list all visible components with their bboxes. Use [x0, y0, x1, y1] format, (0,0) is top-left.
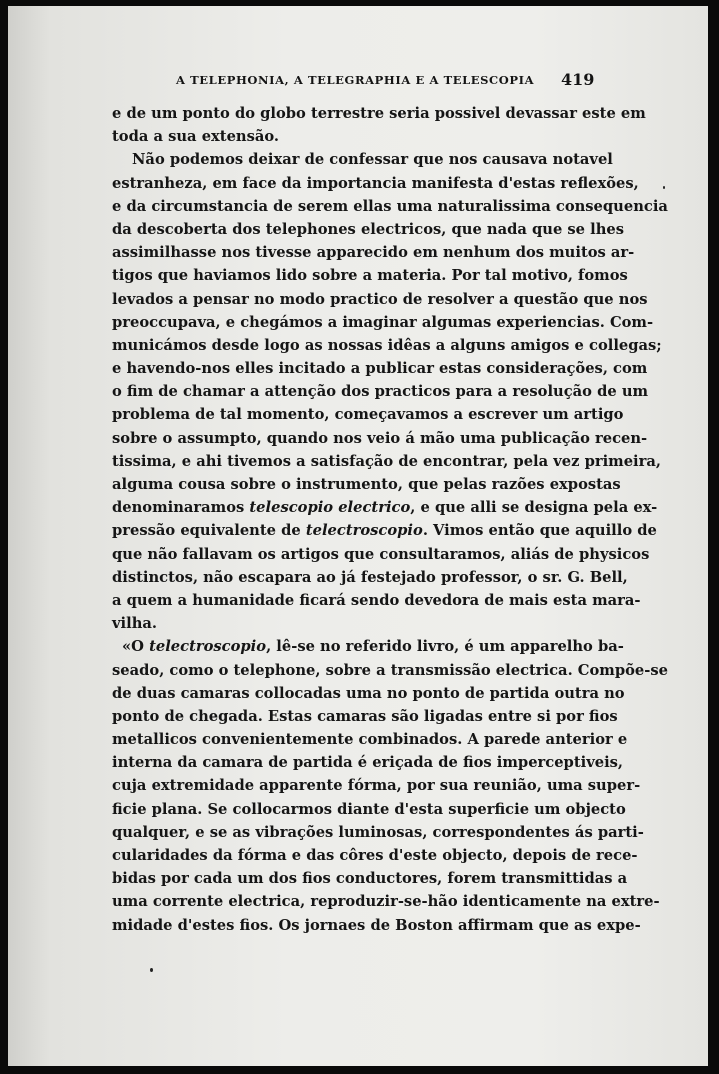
text-line: problema de tal momento, começavamos a escrever um artigo [112, 406, 624, 424]
text-line: a quem a humanidade ficará sendo devedora de mais esta mara- [112, 591, 641, 609]
text-line: bidas por cada um dos fios conductores, forem transmittidas a [112, 870, 628, 888]
text-line: preoccupava, e chegámos a imaginar algumas experiencias. Com- [112, 313, 654, 331]
text-line: seado, como o telephone, sobre a transmissão electrica. Compõe-se [112, 661, 668, 679]
text-line: vilha. [112, 615, 158, 633]
text-line: estranheza, em face da importancia manifesta d'estas reflexões, [112, 174, 639, 192]
text-line: tissima, e ahi tivemos a satisfação de encontrar, pela vez primeira, [112, 452, 662, 470]
book-page [8, 6, 708, 1066]
text-line: denominaramos telescopio electrico, e que alli se designa pela ex- [112, 499, 658, 517]
text-line: o fim de chamar a attenção dos practicos para a resolução de um [112, 383, 649, 401]
text-line: uma corrente electrica, reproduzir-se-hão identicamente na extre- [112, 893, 660, 911]
text-line: municámos desde logo as nossas idêas a alguns amigos e collegas; [112, 336, 662, 354]
page-number: 419 [561, 70, 595, 89]
running-header [166, 72, 596, 92]
text-line: que não fallavam os artigos que consultaramos, aliás de physicos [112, 545, 650, 563]
text-line: metallicos convenientemente combinados. A parede anterior e [112, 731, 628, 749]
text-line: de duas camaras collocadas uma no ponto de partida outra no [112, 684, 625, 702]
italic-term: telectroscopio [149, 638, 267, 656]
text-line: toda a sua extensão. [112, 128, 280, 146]
text-line: interna da camara de partida é eriçada de fios imperceptiveis, [112, 754, 624, 772]
text-line: midade d'estes fios. Os jornaes de Boston affirmam que as expe- [112, 916, 641, 934]
text-line: distinctos, não escapara ao já festejado professor, o sr. G. Bell, [112, 568, 628, 586]
text-line: sobre o assumpto, quando nos veio á mão uma publicação recen- [112, 429, 648, 447]
text-line: cuja extremidade apparente fórma, por sua reunião, uma super- [112, 777, 641, 795]
text-line: e da circumstancia de serem ellas uma naturalissima consequencia [112, 197, 668, 215]
text-line: alguma cousa sobre o instrumento, que pelas razões expostas [112, 476, 621, 493]
ink-speck [663, 186, 665, 189]
paragraph-start-line: Não podemos deixar de confessar que nos causava notavel [132, 151, 613, 169]
italic-term: telescopio electrico [249, 499, 411, 517]
text-line: ficie plana. Se collocarmos diante d'esta superficie um objecto [112, 800, 626, 818]
text-line: levados a pensar no modo practico de resolver a questão que nos [112, 290, 648, 308]
text-line: da descoberta dos telephones electricos, que nada que se lhes [112, 220, 624, 238]
running-title: A TELEPHONIA, A TELEGRAPHIA E A TELESCOPIA [176, 73, 535, 87]
text-line: e de um ponto do globo terrestre seria possivel devassar este em [112, 105, 646, 122]
text-line: e havendo-nos elles incitado a publicar estas considerações, com [112, 360, 648, 378]
text-line: tigos que haviamos lido sobre a materia. Por tal motivo, fomos [112, 267, 628, 285]
quote-start-line: «O telectroscopio, lê-se no referido livro, é um apparelho ba- [122, 638, 624, 656]
body-text [112, 102, 668, 937]
text-line: assimilhasse nos tivesse apparecido em nenhum dos muitos ar- [112, 244, 635, 262]
text-line: pressão equivalente de telectroscopio. Vimos então que aquillo de [112, 522, 657, 540]
ink-speck [150, 968, 153, 972]
italic-term: telectroscopio [305, 522, 423, 540]
text-line: cularidades da fórma e das côres d'este objecto, depois de rece- [112, 847, 638, 864]
text-line: ponto de chegada. Estas camaras são ligadas entre si por fios [112, 707, 618, 725]
text-line: qualquer, e se as vibrações luminosas, correspondentes ás parti- [112, 823, 644, 841]
